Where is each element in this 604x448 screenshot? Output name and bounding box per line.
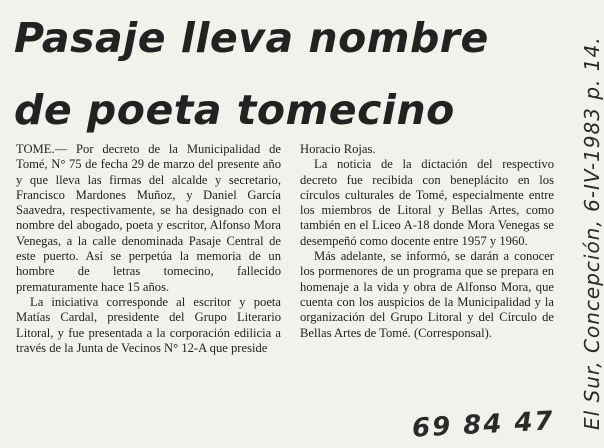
- handwritten-source-note: El Sur, Concepción, 6-IV-1983 p. 14.: [580, 36, 604, 430]
- article-paragraph: TOME.— Por decreto de la Municipalidad de Tomé, N° 75 de fecha 29 de marzo del presente año y que lleva las firmas del alcalde y secretario, Francisco Mardones Muñoz, y Daniel García Saavedra, respectivamente, se ha designado con el nombre del abogado, poeta y escritor, Alfonso Mora Venegas, a la calle denominada Pasaje Central de este puerto. Así se perpetúa la memoria de un hombre de letras tomecino, fallecido prematuramente hace 15 años.: [16, 142, 281, 294]
- headline-line-2: de poeta tomecino: [14, 86, 455, 134]
- headline-line-1: Pasaje lleva nombre: [14, 14, 489, 62]
- article-paragraph: Horacio Rojas.: [300, 142, 376, 156]
- handwritten-archive-number: 69 84 47: [411, 406, 556, 444]
- article-column-1: [16, 142, 281, 356]
- article-paragraph: La noticia de la dictación del respectivo decreto fue recibida con beneplácito en los círculos culturales de Tomé, especialmente entre los miembros de Litoral y Bellas Artes, como también en el Liceo A-18 donde Mora Venegas se desempeñó como docente entre 1957 y 1960.: [300, 157, 554, 248]
- article-paragraph: La iniciativa corresponde al escritor y poeta Matías Cardal, presidente del Grupo Literario Litoral, y fue presentada a la corporación edilicia a través de la Junta de Vecinos N° 12-A que preside: [16, 294, 281, 355]
- article-column-2: [300, 142, 554, 341]
- article-paragraph: Más adelante, se informó, se darán a conocer los pormenores de un programa que se prepara en homenaje a la vida y obra de Alfonso Mora, que cuenta con los auspicios de la Municipalidad y la organización del Grupo Litoral y del Círculo de Bellas Artes de Tomé. (Corresponsal).: [300, 249, 554, 340]
